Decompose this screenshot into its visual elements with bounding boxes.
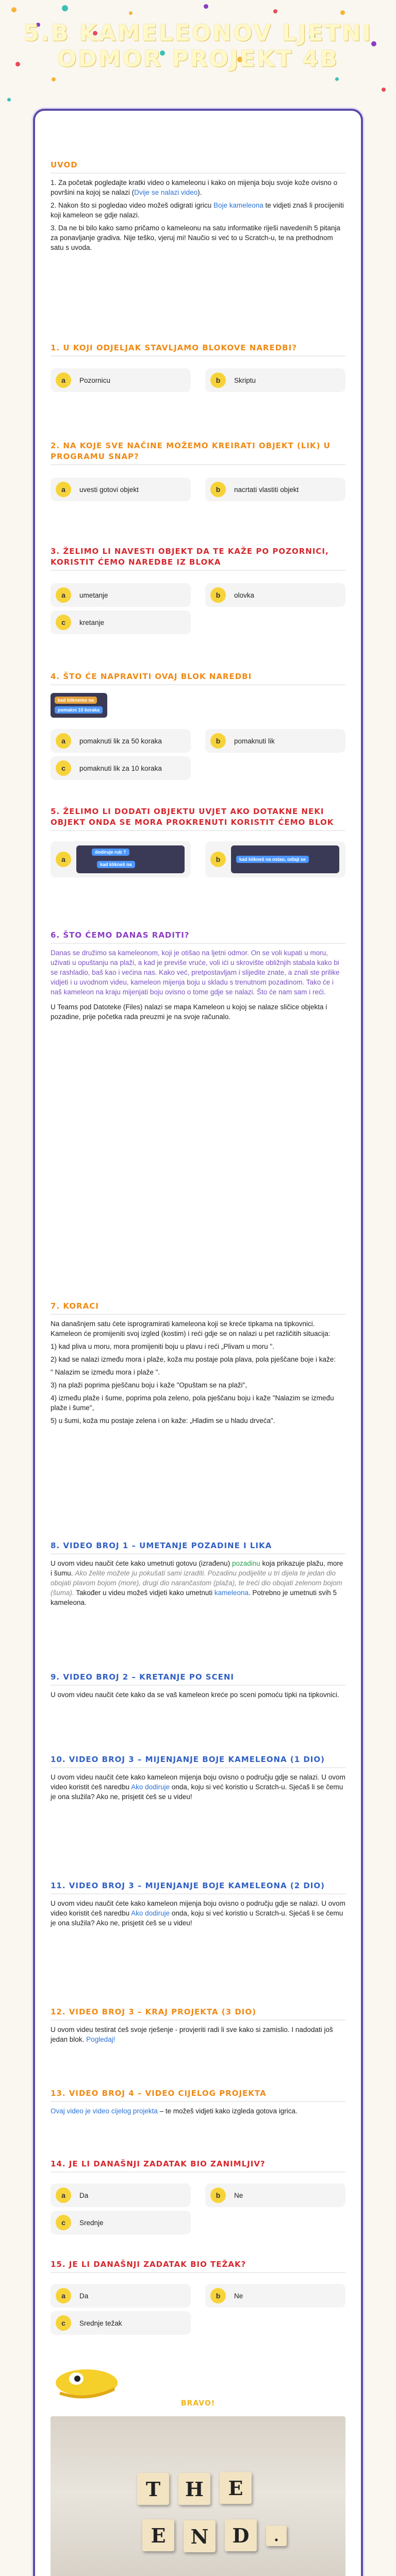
option-letter: a <box>56 733 71 749</box>
uvod-paragraph-1: 1. Za početak pogledajte kratki video o kameleonu i kako on mijenja boju svoje kože ovisno o površini na kojoj se nalazi (Dvije se nalazi video). <box>51 179 338 196</box>
option-b[interactable]: b Ne <box>205 2284 345 2308</box>
option-letter: b <box>210 482 226 497</box>
option-c[interactable]: c pomaknuti lik za 10 koraka <box>51 756 191 780</box>
option-a[interactable]: a pomaknuti lik za 50 koraka <box>51 729 191 753</box>
section-title: 8. VIDEO BROJ 1 – UMETANJE POZADINE I LIKA <box>51 1540 345 1554</box>
section-8 <box>51 1540 345 1611</box>
section-paragraph: 1) kad pliva u moru, mora promijeniti boju u plavu i reći „Plivam u moru ". <box>51 1343 274 1350</box>
question-2 <box>51 440 345 465</box>
question-3 <box>51 546 345 571</box>
question-4 <box>51 671 345 685</box>
option-b[interactable]: b olovka <box>205 583 345 607</box>
option-a[interactable]: a uvesti gotovi objekt <box>51 478 191 501</box>
option-letter: a <box>56 482 71 497</box>
section-title: 6. ŠTO ĆEMO DANAS RADITI? <box>51 930 345 944</box>
section-paragraph: Na današnjem satu ćete isprogramirati kameleona koji se kreće tipkama na tipkovnici. Kameleon će promijeniti svoj izgled (kostim) i reći gdje se on nalazi u pet različitih situacija: <box>51 1320 331 1337</box>
option-letter: c <box>56 2215 71 2230</box>
option-letter: a <box>56 2188 71 2203</box>
option-a[interactable]: a Da <box>51 2183 191 2207</box>
section-paragraph: 3) na plaži poprima pješčanu boju i kaže "Opuštam se na plaži", <box>51 1381 248 1389</box>
question-15 <box>51 2259 345 2273</box>
section-title: 9. VIDEO BROJ 2 – KRETANJE PO SCENI <box>51 1672 345 1686</box>
bravo-caption: BRAVO! <box>180 2399 216 2408</box>
game-link[interactable]: Boje kameleona <box>213 201 263 209</box>
option-c[interactable]: c Srednje <box>51 2211 191 2234</box>
question-1 <box>51 343 345 357</box>
option-b[interactable] <box>205 841 345 877</box>
form-card <box>35 111 361 2576</box>
section-6 <box>51 930 345 1025</box>
section-paragraph: 2) kad se nalazi između mora i plaže, koža mu postaje pola plava, pola pješčane boje i kaže: <box>51 1355 336 1363</box>
section-paragraph: 4) između plaže i šume, poprima pola zeleno, pola pješčanu boju i kaže "Nalazim se između plaže i šume", <box>51 1394 334 1412</box>
option-letter: b <box>210 587 226 603</box>
question-5 <box>51 806 345 831</box>
section-paragraph: U ovom videu naučit ćete kako da se vaš kameleon kreće po sceni pomoću tipki na tipkovnici. <box>51 1691 339 1699</box>
section-paragraph: Danas se družimo sa kameleonom, koji je otišao na ljetni odmor. On se voli kupati u moru, uživati u opuštanju na plaži, a kad je previše vruće, voli ići u skrovište obližnjih stabala kako bi se rashladio, baš kao i većina nas. Kako već, pretpostavljam i slijedite znate, a znali ste prilike vidjeti i u uvodnom videu, kameleon mijenja boju u skladu s trenutnom pozadinom. Tako će i naš kameleon na kraju mijenjati boju ovisno o tome gdje se nalazi. Što će nam sam i reći. <box>51 949 340 996</box>
section-paragraph: U ovom videu testirat ćeš svoje rješenje - provjeriti radi li sve kako si zamislio. I nadodati još jedan blok. Pogledaj! <box>51 2026 333 2043</box>
letter-tile: H <box>178 2473 210 2505</box>
section-13 <box>51 2088 345 2119</box>
option-b[interactable]: b nacrtati vlastiti objekt <box>205 478 345 501</box>
question-title: 2. NA KOJE SVE NAČINE MOŽEMO KREIRATI OBJEKT (LIK) U PROGRAMU SNAP? <box>51 440 345 465</box>
section-title: 11. VIDEO BROJ 3 – MIJENJANJE BOJE KAMELEONA (2 DIO) <box>51 1880 345 1894</box>
option-a[interactable]: a Pozornicu <box>51 368 191 392</box>
letter-tile: D <box>225 2519 257 2551</box>
section-paragraph: Ovaj video je video cijelog projekta – te možeš vidjeti kako izgleda gotova igrica. <box>51 2107 298 2115</box>
option-letter: b <box>210 733 226 749</box>
option-letter: b <box>210 372 226 388</box>
section-11 <box>51 1880 345 1931</box>
uvod-paragraph-3: 3. Da ne bi bilo kako samo pričamo o kameleonu na satu informatike riješi navedenih 5 pitanja za ponavljanje gradiva. Nije teško, vjeruj mi! Naučio si već to u Scratch-u, te na prethodnom satu s uvoda. <box>51 224 341 251</box>
letter-tile: . <box>266 2526 287 2546</box>
option-c[interactable]: c kretanje <box>51 611 191 634</box>
section-10 <box>51 1754 345 1805</box>
letter-tile: N <box>184 2520 216 2552</box>
section-title: 13. VIDEO BROJ 4 – VIDEO CIJELOG PROJEKTA <box>51 2088 345 2102</box>
section-paragraph: 5) u šumi, koža mu postaje zelena i on kaže: „Hladim se u hladu drveća". <box>51 1417 275 1425</box>
section-title: 7. KORACI <box>51 1301 345 1315</box>
question-title: 14. JE LI DANAŠNJI ZADATAK BIO ZANIMLJIV? <box>51 2159 345 2173</box>
section-uvod <box>51 160 345 256</box>
section-7 <box>51 1301 345 1429</box>
kameleon-link[interactable]: kameleona <box>214 1589 249 1597</box>
option-a[interactable]: a umetanje <box>51 583 191 607</box>
option-letter: a <box>56 2288 71 2303</box>
section-paragraph: U Teams pod Datoteke (Files) nalazi se mapa Kameleon u kojoj se nalaze sličice objekta i pozadine, prije početka rada preuzmi je na svoje računalo. <box>51 1003 327 1021</box>
section-12 <box>51 2007 345 2047</box>
option-letter: b <box>210 852 226 867</box>
option-c[interactable]: c Srednje težak <box>51 2311 191 2335</box>
section-title: UVOD <box>51 160 345 174</box>
option-a[interactable] <box>51 841 191 877</box>
option-letter: b <box>210 2288 226 2303</box>
uvod-paragraph-2: 2. Nakon što si pogledao video možeš odigrati igricu Boje kameleona te vidjeti znaš li procijeniti koji kameleon se gdje nalazi. <box>51 201 344 219</box>
option-letter: a <box>56 852 71 867</box>
letter-tile: E <box>142 2519 174 2551</box>
the-end-image <box>51 2416 345 2576</box>
option-letter: c <box>56 615 71 630</box>
video-link[interactable]: Dvije se nalazi video <box>134 189 198 196</box>
question-title: 4. ŠTO ĆE NAPRAVITI OVAJ BLOK NAREDBI <box>51 671 345 685</box>
option-letter: a <box>56 372 71 388</box>
code-block-image: dodiruje rub ? kad klikneš na <box>76 845 185 873</box>
option-b[interactable]: b pomaknuti lik <box>205 729 345 753</box>
letter-tile: E <box>220 2472 252 2504</box>
option-letter: c <box>56 2315 71 2331</box>
section-paragraph: U ovom videu naučit ćete kako umetnuti gotovu (izrađenu) pozadinu koja prikazuje plažu, more i šumu. Ako želite možete ju pokušati sami izraditi. Pozadinu podijelite u tri dijela te jedan dio obojati plavom bojom (more), drugi dio narančastom (plaža), te treći dio obojati zelenom bojom (šuma). Također u videu možeš vidjeti kako umetnuti kameleona. Potrebno je umetnuti svih 5 kameleona. <box>51 1560 343 1606</box>
option-letter: b <box>210 2188 226 2203</box>
option-b[interactable]: b Skriptu <box>205 368 345 392</box>
letter-tile: T <box>137 2473 169 2505</box>
option-letter: a <box>56 587 71 603</box>
question-title: 3. ŽELIMO LI NAVESTI OBJEKT DA TE KAŽE PO POZORNICI, KORISTIT ĆEMO NAREDBE IZ BLOKA <box>51 546 345 571</box>
question-14 <box>51 2159 345 2173</box>
option-b[interactable]: b Ne <box>205 2183 345 2207</box>
question-title: 1. U KOJI ODJELJAK STAVLJAMO BLOKOVE NAREDBI? <box>51 343 345 357</box>
section-paragraph: " Nalazim se između mora i plaže ". <box>51 1368 160 1376</box>
option-letter: c <box>56 760 71 776</box>
page-title: 5.B KAMELEONOV LJETNI ODMOR PROJEKT 4B <box>23 20 373 72</box>
section-title: 10. VIDEO BROJ 3 – MIJENJANJE BOJE KAMELEONA (1 DIO) <box>51 1754 345 1768</box>
section-paragraph: U ovom videu naučit ćete kako kameleon mijenja boju ovisno o području gdje se nalazi. U ovom video koristit ćeš naredbu Ako dodiruje onda, koju si već koristio u Scratch-u. Sjećaš li se čemu je ona služila? Ako ne, prisjetit ćeš se u videu! <box>51 1773 345 1801</box>
section-9 <box>51 1672 345 1703</box>
section-paragraph: U ovom videu naučit ćete kako kameleon mijenja boju ovisno o području gdje se nalazi. U ovom video koristit ćeš naredbu Ako dodiruje onda, koju si već koristio u Scratch-u. Sjećaš li se čemu je ona služila? Ako ne, prisjetit ćeš se u videu! <box>51 1900 345 1927</box>
code-block-image: kad klikneš na ostao, odlaji se <box>231 845 339 873</box>
option-a[interactable]: a Da <box>51 2284 191 2308</box>
pogledaj-link[interactable]: Pogledaj! <box>86 2036 116 2043</box>
section-title: 12. VIDEO BROJ 3 – KRAJ PROJEKTA (3 DIO) <box>51 2007 345 2021</box>
question-title: 15. JE LI DANAŠNJI ZADATAK BIO TEŽAK? <box>51 2259 345 2273</box>
project-video-link[interactable]: Ovaj video je video cijelog projekta <box>51 2107 158 2115</box>
chameleon-illustration <box>51 2357 123 2403</box>
question-title: 5. ŽELIMO LI DODATI OBJEKTU UVJET AKO DOTAKNE NEKI OBJEKT ONDA SE MORA PROKRENUTI KORISTIT ĆEMO BLOK <box>51 806 345 831</box>
code-block-image: kad kliknemo na pomakni 10 koraka <box>51 693 107 718</box>
